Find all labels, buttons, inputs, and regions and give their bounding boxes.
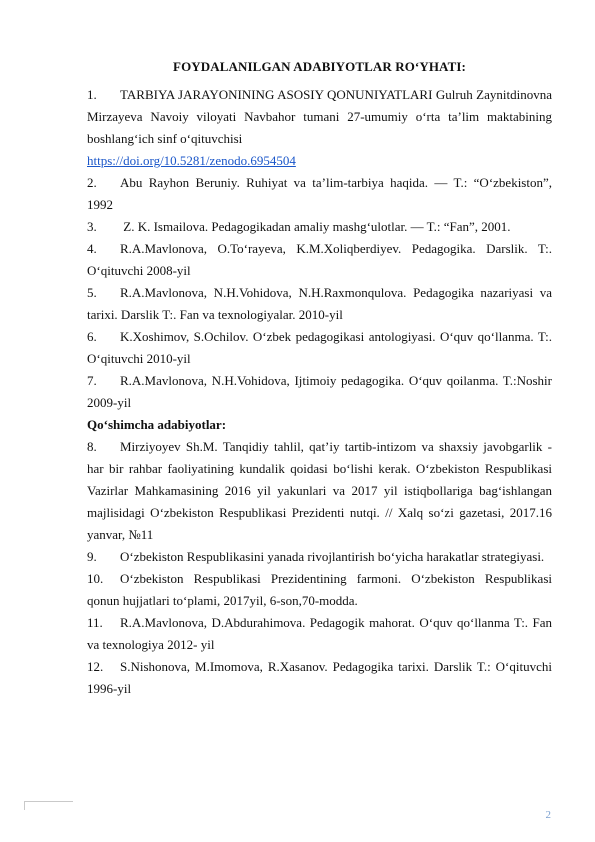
doi-link[interactable]: https://doi.org/10.5281/zenodo.6954504 <box>87 153 296 168</box>
reference-item-3 <box>87 216 552 238</box>
reference-item-4 <box>87 238 552 282</box>
reference-item-1 <box>87 84 552 172</box>
reference-item-8 <box>87 436 552 546</box>
reference-item-6 <box>87 326 552 370</box>
page-number: 2 <box>545 809 551 821</box>
reference-number: 7. <box>87 373 97 388</box>
reference-item-2 <box>87 172 552 216</box>
reference-number: 9. <box>87 549 97 564</box>
reference-number: 8. <box>87 439 97 454</box>
reference-text: K.Xoshimov, S.Ochilov. O‘zbek pedagogikasi antologiyasi. O‘quv qo‘llanma. T:. O‘qituvchi 2010-yil <box>87 329 552 366</box>
reference-text: Mirziyoyev Sh.M. Tanqidiy tahlil, qat’iy tartib-intizom va shaxsiy javobgarlik - har bir rahbar faoliyatining kundalik qoidasi bo‘lishi kerak. O‘zbekiston Respublikasi Vazirlar Mahkamasining 2016 yil yakunlari va 2017 yil istiqbollariga bag‘ishlangan majlisidagi O‘zbekiston Respublikasi Prezidenti nutqi. // Xalq so‘zi gazetasi, 2017.16 yanvar, №11 <box>87 439 552 542</box>
reference-number: 3. <box>87 219 97 234</box>
reference-number: 11. <box>87 615 103 630</box>
reference-item-10 <box>87 568 552 612</box>
reference-text: R.A.Mavlonova, N.H.Vohidova, Ijtimoiy pedagogika. O‘quv qoilanma. T.:Noshir 2009-yil <box>87 373 552 410</box>
reference-text: Abu Rayhon Beruniy. Ruhiyat va ta’lim-tarbiya haqida. — T.: “O‘zbekiston”, 1992 <box>87 175 552 212</box>
reference-item-7 <box>87 370 552 414</box>
footer-divider <box>24 801 73 802</box>
reference-text: S.Nishonova, M.Imomova, R.Xasanov. Pedagogika tarixi. Darslik T.: O‘qituvchi 1996-yil <box>87 659 552 696</box>
reference-text: TARBIYA JARAYONINING ASOSIY QONUNIYATLARI Gulruh Zaynitdinovna Mirzayeva Navoiy viloyati Navbahor tumani 27-umumiy o‘rta ta’lim maktabining boshlang‘ich sinf o‘qituvchisi <box>87 87 552 146</box>
reference-text: O‘zbekiston Respublikasini yanada rivojlantirish bo‘yicha harakatlar strategiyasi. <box>120 549 545 564</box>
reference-text: O‘zbekiston Respublikasi Prezidentining farmoni. O‘zbekiston Respublikasi qonun hujjatlari to‘plami, 2017yil, 6-son,70-modda. <box>87 571 552 608</box>
page-title: FOYDALANILGAN ADABIYOTLAR RO‘YHATI: <box>173 59 466 74</box>
reference-item-5 <box>87 282 552 326</box>
additional-references-heading: Qo‘shimcha adabiyotlar: <box>87 417 227 432</box>
reference-item-12 <box>87 656 552 700</box>
reference-number: 4. <box>87 241 97 256</box>
reference-list <box>87 84 552 700</box>
reference-number: 12. <box>87 659 104 674</box>
reference-item-11 <box>87 612 552 656</box>
reference-item-9 <box>87 546 552 568</box>
footer-divider-tick <box>24 801 25 810</box>
reference-text: Z. K. Ismailova. Pedagogikadan amaliy mashg‘ulotlar. — T.: “Fan”, 2001. <box>120 219 511 234</box>
reference-number: 5. <box>87 285 97 300</box>
reference-text: R.A.Mavlonova, O.To‘rayeva, K.M.Xoliqberdiyev. Pedagogika. Darslik. T:. O‘qituvchi 2008-yil <box>87 241 552 278</box>
reference-number: 1. <box>87 87 97 102</box>
reference-number: 10. <box>87 571 104 586</box>
reference-number: 6. <box>87 329 97 344</box>
reference-text: R.A.Mavlonova, N.H.Vohidova, N.H.Raxmonqulova. Pedagogika nazariyasi va tarixi. Darslik T:. Fan va texnologiyalar. 2010-yil <box>87 285 552 322</box>
reference-number: 2. <box>87 175 97 190</box>
reference-text: R.A.Mavlonova, D.Abdurahimova. Pedagogik mahorat. O‘quv qo‘llanma T:. Fan va texnologiya 2012- yil <box>87 615 552 652</box>
